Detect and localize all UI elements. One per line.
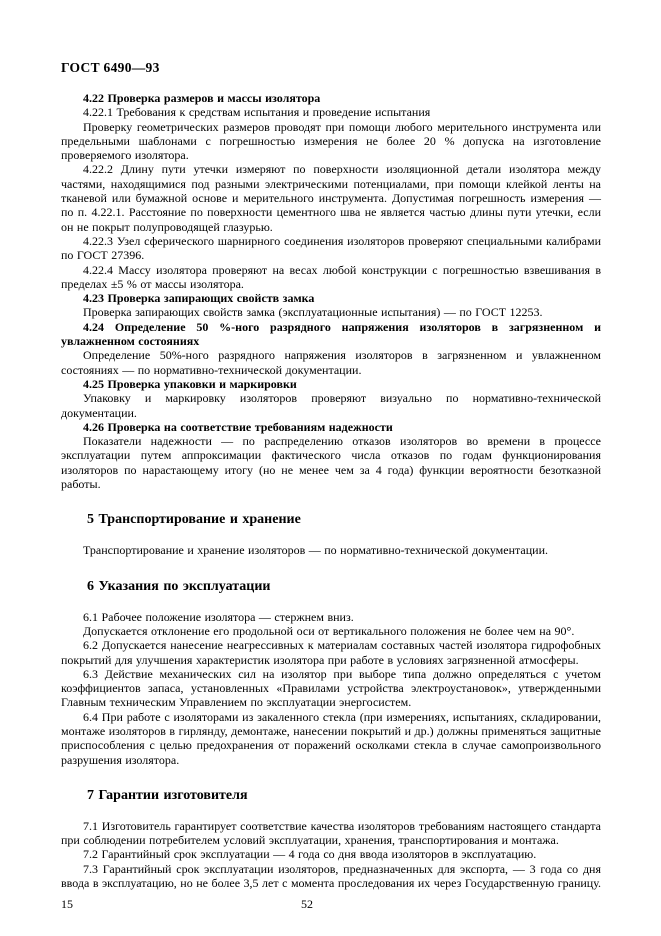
paragraph: Упаковку и маркировку изоляторов проверяют визуально по нормативно-технической документации. (61, 391, 601, 420)
paragraph: Проверку геометрических размеров проводят при помощи любого мерительного инструмента или предельными шаблонами с погрешностью измерения не более 20 % допуска на изготовление проверяемого изолятора. (61, 119, 601, 163)
paragraph: Транспортирование и хранение изоляторов — по нормативно-технической документации. (83, 543, 548, 558)
clause-heading: 4.23 Проверка запирающих свойств замка (83, 291, 315, 306)
document-body (61, 91, 601, 890)
paragraph: 4.22.1 Требования к средствам испытания и проведение испытания (83, 105, 431, 120)
paragraph: 4.22.2 Длину пути утечки измеряют по поверхности изоляционной детали изолятора между частями, находящимися под разными электрическими потенциалами, при помощи клейкой ленты на тканевой или бумажной основе и мерительного инструмента. Допустимая погрешность измерения — по п. 4.22.1. Расстояние по поверхности цементного шва не является частью длины пути утечки, если он не покрыт полупроводящей глазурью. (61, 162, 601, 234)
section-heading: 7 Гарантии изготовителя (87, 787, 248, 803)
clause-heading: 4.24 Определение 50 %-ного разрядного напряжения изоляторов в загрязненном и увлажненном состояниях (61, 319, 601, 349)
paragraph: 4.22.3 Узел сферического шарнирного соединения изоляторов проверяют специальными калибрами по ГОСТ 27396. (61, 233, 601, 263)
paragraph: 7.3 Гарантийный срок эксплуатации изоляторов, предназначенных для экспорта, — 3 года со дня ввода в эксплуатацию, но не более 3,5 лет с момента проследования их через Государственную границу. (61, 861, 602, 891)
paragraph: 6.4 При работе с изоляторами из закаленного стекла (при измерениях, испытаниях, складировании, монтаже изоляторов в гирлянду, демонтаже, нанесении покрытий и др.) должны применяться защитные приспособления с целью предохранения от поражений осколками стекла в случае самопроизвольного разрушения изолятора. (61, 709, 601, 767)
paragraph: Проверка запирающих свойств замка (эксплуатационные испытания) — по ГОСТ 12253. (83, 305, 543, 320)
clause-heading: 4.22 Проверка размеров и массы изолятора (83, 91, 321, 105)
paragraph: Определение 50%-ного разрядного напряжения изоляторов в загрязненном и увлажненном состояниях — по нормативно-технической документации. (61, 348, 601, 377)
clause-heading: 4.25 Проверка упаковки и маркировки (83, 376, 297, 391)
section-heading: 6 Указания по эксплуатации (87, 578, 271, 594)
page-number-left: 15 (61, 897, 73, 912)
paragraph: 7.1 Изготовитель гарантирует соответствие качества изоляторов требованиям настоящего стандарта при соблюдении потребителем условий эксплуатации, хранения, транспортирования и монтажа. (61, 818, 601, 848)
paragraph: 6.1 Рабочее положение изолятора — стержнем вниз. (83, 609, 354, 624)
paragraph: Допускается отклонение его продольной оси от вертикального положения не более чем на 90°. (83, 623, 575, 638)
page-footer (61, 897, 601, 912)
paragraph: 4.22.4 Массу изолятора проверяют на весах любой конструкции с погрешностью взвешивания в пределах ±5 % от массы изолятора. (61, 262, 601, 291)
paragraph: 6.3 Действие механических сил на изолятор при выборе типа должно определяться с учетом коэффициентов запаса, установленных «Правилами устройства электроустановок», утвержденными Главным техническим Управлением по эксплуатации энергосистем. (61, 666, 601, 710)
paragraph: Показатели надежности — по распределению отказов изоляторов во времени в процессе эксплуатации путем аппроксимации фактического числа отказов по годам функционирования изоляторов по нарастающему итогу (но не менее чем за 4 года) функции вероятности безотказной работы. (61, 434, 601, 492)
document-header: ГОСТ 6490—93 (61, 60, 160, 75)
paragraph: 6.2 Допускается нанесение неагрессивных к материалам составных частей изолятора гидрофобных покрытий для улучшения характеристик изолятора при работе в условиях загрязненной атмосферы. (61, 638, 601, 667)
page-number-center: 52 (301, 897, 313, 912)
paragraph: 7.2 Гарантийный срок эксплуатации — 4 года со дня ввода изоляторов в эксплуатацию. (83, 847, 537, 862)
clause-heading: 4.26 Проверка на соответствие требованиям надежности (83, 419, 393, 434)
section-heading: 5 Транспортирование и хранение (87, 512, 301, 528)
